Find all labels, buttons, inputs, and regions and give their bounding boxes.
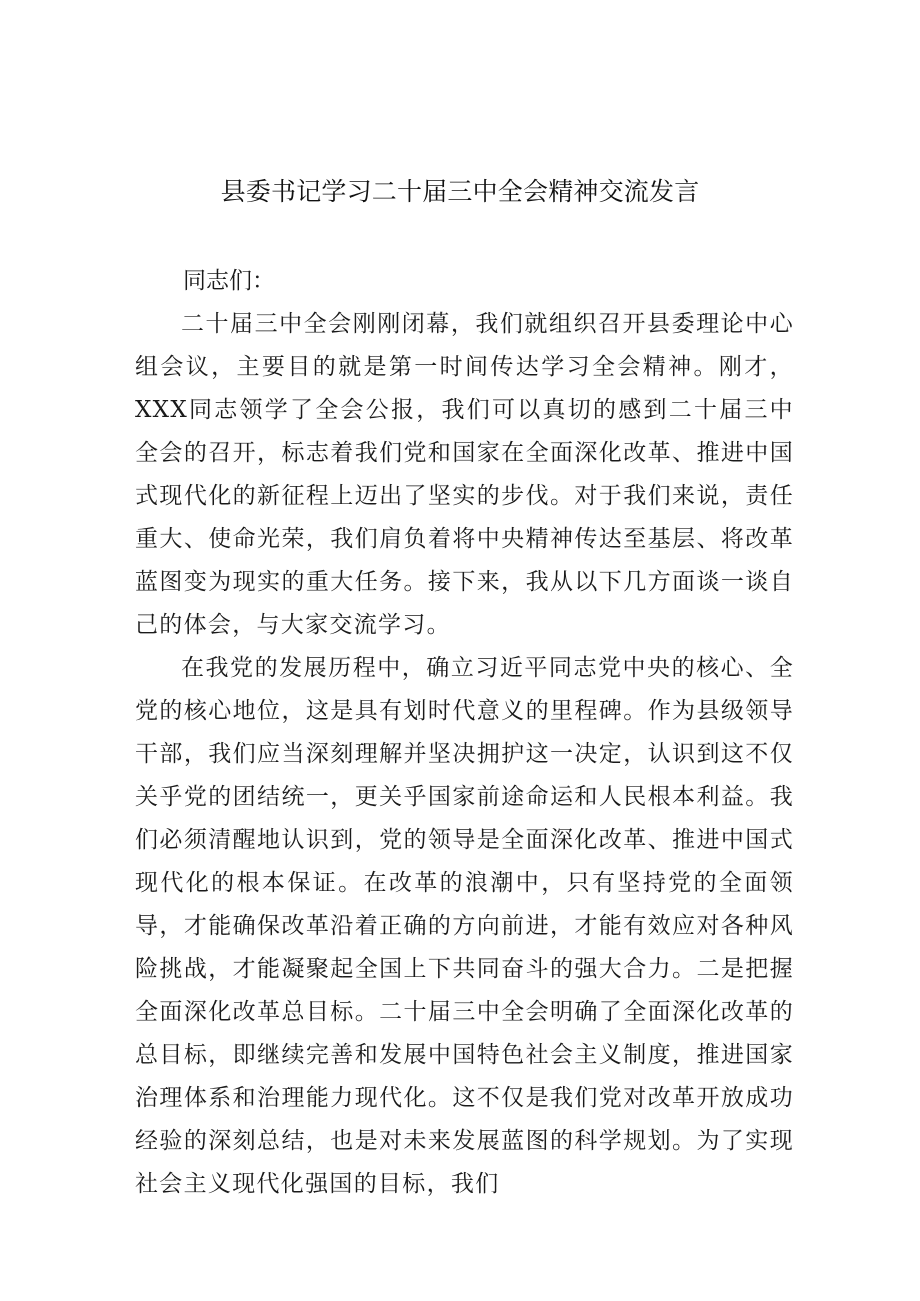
document-body bbox=[135, 260, 794, 1206]
paragraph-2: 在我党的发展历程中，确立习近平同志党中央的核心、全党的核心地位，这是具有划时代意义的里程碑。作为县级领导干部，我们应当深刻理解并坚决拥护这一决定，认识到这不仅关乎党的团结统一，更关乎国家前途命运和人民根本利益。我们必须清醒地认识到，党的领导是全面深化改革、推进中国式现代化的根本保证。在改革的浪潮中，只有坚持党的全面领导，才能确保改革沿着正确的方向前进，才能有效应对各种风险挑战，才能凝聚起全国上下共同奋斗的强大合力。二是把握全面深化改革总目标。二十届三中全会明确了全面深化改革的总目标，即继续完善和发展中国特色社会主义制度，推进国家治理体系和治理能力现代化。这不仅是我们党对改革开放成功经验的深刻总结，也是对未来发展蓝图的科学规划。为了实现社会主义现代化强国的目标，我们 bbox=[135, 655, 794, 1197]
greeting: 同志们： bbox=[183, 268, 275, 294]
document-title: 县委书记学习二十届三中全会精神交流发言 bbox=[220, 177, 700, 206]
paragraph-1: 二十届三中全会刚刚闭幕，我们就组织召开县委理论中心组会议，主要目的就是第一时间传达学习全会精神。刚才，XXX同志领学了全会公报，我们可以真切的感到二十届三中全会的召开，标志着我们党和国家在全面深化改革、推进中国式现代化的新征程上迈出了坚实的步伐。对于我们来说，责任重大、使命光荣，我们肩负着将中央精神传达至基层、将改革蓝图变为现实的重大任务。接下来，我从以下几方面谈一谈自己的体会，与大家交流学习。 bbox=[135, 311, 794, 638]
